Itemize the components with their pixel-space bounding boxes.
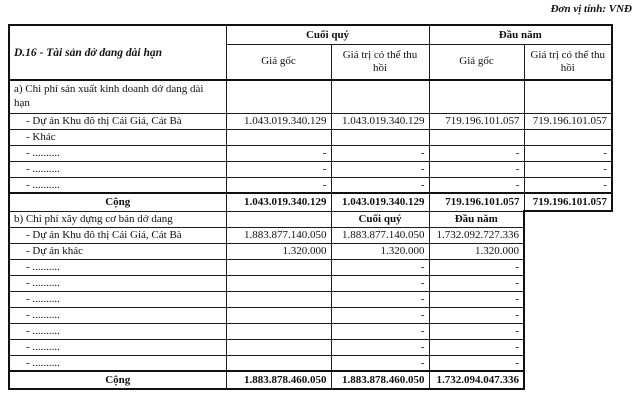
total-cell: 719.196.101.057 bbox=[429, 193, 524, 211]
row-label: - .......... bbox=[9, 355, 226, 371]
cell: - bbox=[429, 259, 524, 275]
total-cell: 1.732.094.047.336 bbox=[429, 371, 524, 389]
cell: - bbox=[226, 145, 331, 161]
cell bbox=[524, 129, 612, 145]
total-cell: 1.043.019.340.129 bbox=[226, 193, 331, 211]
cell: - bbox=[331, 355, 429, 371]
row-label: - .......... bbox=[9, 323, 226, 339]
cell bbox=[226, 80, 331, 113]
cell: - bbox=[331, 259, 429, 275]
cell: - bbox=[331, 275, 429, 291]
table-row bbox=[9, 275, 612, 291]
table-row bbox=[9, 291, 612, 307]
cell bbox=[226, 339, 331, 355]
cell bbox=[226, 355, 331, 371]
mini-header-dau-nam: Đầu năm bbox=[429, 211, 524, 227]
total-cell: 1.883.878.460.050 bbox=[226, 371, 331, 389]
cell: - bbox=[524, 177, 612, 193]
table-row bbox=[9, 243, 612, 259]
row-label: - .......... bbox=[9, 291, 226, 307]
cell: - bbox=[226, 177, 331, 193]
wip-assets-table bbox=[8, 24, 613, 390]
col-header-gia-tri-dn: Giá trị có thể thu hồi bbox=[524, 44, 612, 80]
total-cell: 1.883.878.460.050 bbox=[331, 371, 429, 389]
cell bbox=[331, 80, 429, 113]
unit-label: Đơn vị tính: VNĐ bbox=[550, 3, 632, 15]
total-label: Cộng bbox=[9, 371, 226, 389]
cell: - bbox=[429, 291, 524, 307]
cell: - bbox=[429, 339, 524, 355]
cell: - bbox=[429, 177, 524, 193]
total-cell: 719.196.101.057 bbox=[524, 193, 612, 211]
cell: - bbox=[331, 307, 429, 323]
cell: 1.883.877.140.050 bbox=[331, 227, 429, 243]
table-row bbox=[9, 339, 612, 355]
cell bbox=[226, 275, 331, 291]
cell bbox=[524, 80, 612, 113]
table-row bbox=[9, 177, 612, 193]
cell bbox=[429, 129, 524, 145]
row-label: - .......... bbox=[9, 339, 226, 355]
row-label: - Dự án khác bbox=[9, 243, 226, 259]
cell: 1.043.019.340.129 bbox=[226, 113, 331, 129]
table-row bbox=[9, 227, 612, 243]
col-header-gia-tri-cq: Giá trị có thể thu hồi bbox=[331, 44, 429, 80]
cell: - bbox=[331, 339, 429, 355]
section-a-total-row bbox=[9, 193, 612, 211]
col-group-cuoi-quy: Cuối quý bbox=[226, 25, 429, 44]
total-cell: 1.043.019.340.129 bbox=[331, 193, 429, 211]
cell: - bbox=[331, 145, 429, 161]
table-title: D.16 - Tài sản dở dang dài hạn bbox=[9, 25, 226, 80]
cell bbox=[226, 307, 331, 323]
cell: - bbox=[429, 275, 524, 291]
cell: - bbox=[226, 161, 331, 177]
cell: 1.320.000 bbox=[331, 243, 429, 259]
section-b-total-row bbox=[9, 371, 612, 389]
section-b-label: b) Chi phí xây dựng cơ bản dở dang bbox=[9, 211, 226, 227]
row-label: - .......... bbox=[9, 307, 226, 323]
cell bbox=[226, 323, 331, 339]
cell: 1.043.019.340.129 bbox=[331, 113, 429, 129]
cell: - bbox=[331, 323, 429, 339]
table-row bbox=[9, 145, 612, 161]
cell: - bbox=[429, 323, 524, 339]
cell: 719.196.101.057 bbox=[429, 113, 524, 129]
table-row bbox=[9, 323, 612, 339]
table-row bbox=[9, 307, 612, 323]
section-a-label: a) Chi phí sản xuất kinh doanh dở dang dài hạn bbox=[9, 80, 226, 113]
mini-header-cuoi-quy: Cuối quý bbox=[331, 211, 429, 227]
cell: 1.320.000 bbox=[429, 243, 524, 259]
cell: 1.320.000 bbox=[226, 243, 331, 259]
cell: 719.196.101.057 bbox=[524, 113, 612, 129]
cell: - bbox=[331, 291, 429, 307]
section-a-header-row bbox=[9, 80, 612, 113]
table-row bbox=[9, 355, 612, 371]
cell bbox=[226, 291, 331, 307]
cell: - bbox=[331, 161, 429, 177]
cell bbox=[226, 211, 331, 227]
cell: - bbox=[429, 355, 524, 371]
table-row bbox=[9, 259, 612, 275]
cell: - bbox=[429, 145, 524, 161]
cell: 1.732.092.727.336 bbox=[429, 227, 524, 243]
col-header-gia-goc-cq: Giá gốc bbox=[226, 44, 331, 80]
cell bbox=[226, 259, 331, 275]
row-label: - Dự án Khu đô thị Cái Giá, Cát Bà bbox=[9, 227, 226, 243]
cell: - bbox=[429, 307, 524, 323]
cell: 1.883.877.140.050 bbox=[226, 227, 331, 243]
row-label: - .......... bbox=[9, 145, 226, 161]
cell bbox=[226, 129, 331, 145]
col-header-gia-goc-dn: Giá gốc bbox=[429, 44, 524, 80]
table-row bbox=[9, 113, 612, 129]
cell bbox=[429, 80, 524, 113]
cell: - bbox=[429, 161, 524, 177]
row-label: - .......... bbox=[9, 177, 226, 193]
cell bbox=[331, 129, 429, 145]
table-row bbox=[9, 161, 612, 177]
row-label: - .......... bbox=[9, 259, 226, 275]
row-label: - .......... bbox=[9, 275, 226, 291]
total-label: Cộng bbox=[9, 193, 226, 211]
row-label: - Khác bbox=[9, 129, 226, 145]
row-label: - .......... bbox=[9, 161, 226, 177]
cell: - bbox=[524, 161, 612, 177]
section-b-header-row bbox=[9, 211, 612, 227]
header-group-row bbox=[9, 25, 612, 44]
col-group-dau-nam: Đầu năm bbox=[429, 25, 612, 44]
row-label: - Dự án Khu đô thị Cái Giá, Cát Bà bbox=[9, 113, 226, 129]
table-row bbox=[9, 129, 612, 145]
cell: - bbox=[524, 145, 612, 161]
cell: - bbox=[331, 177, 429, 193]
